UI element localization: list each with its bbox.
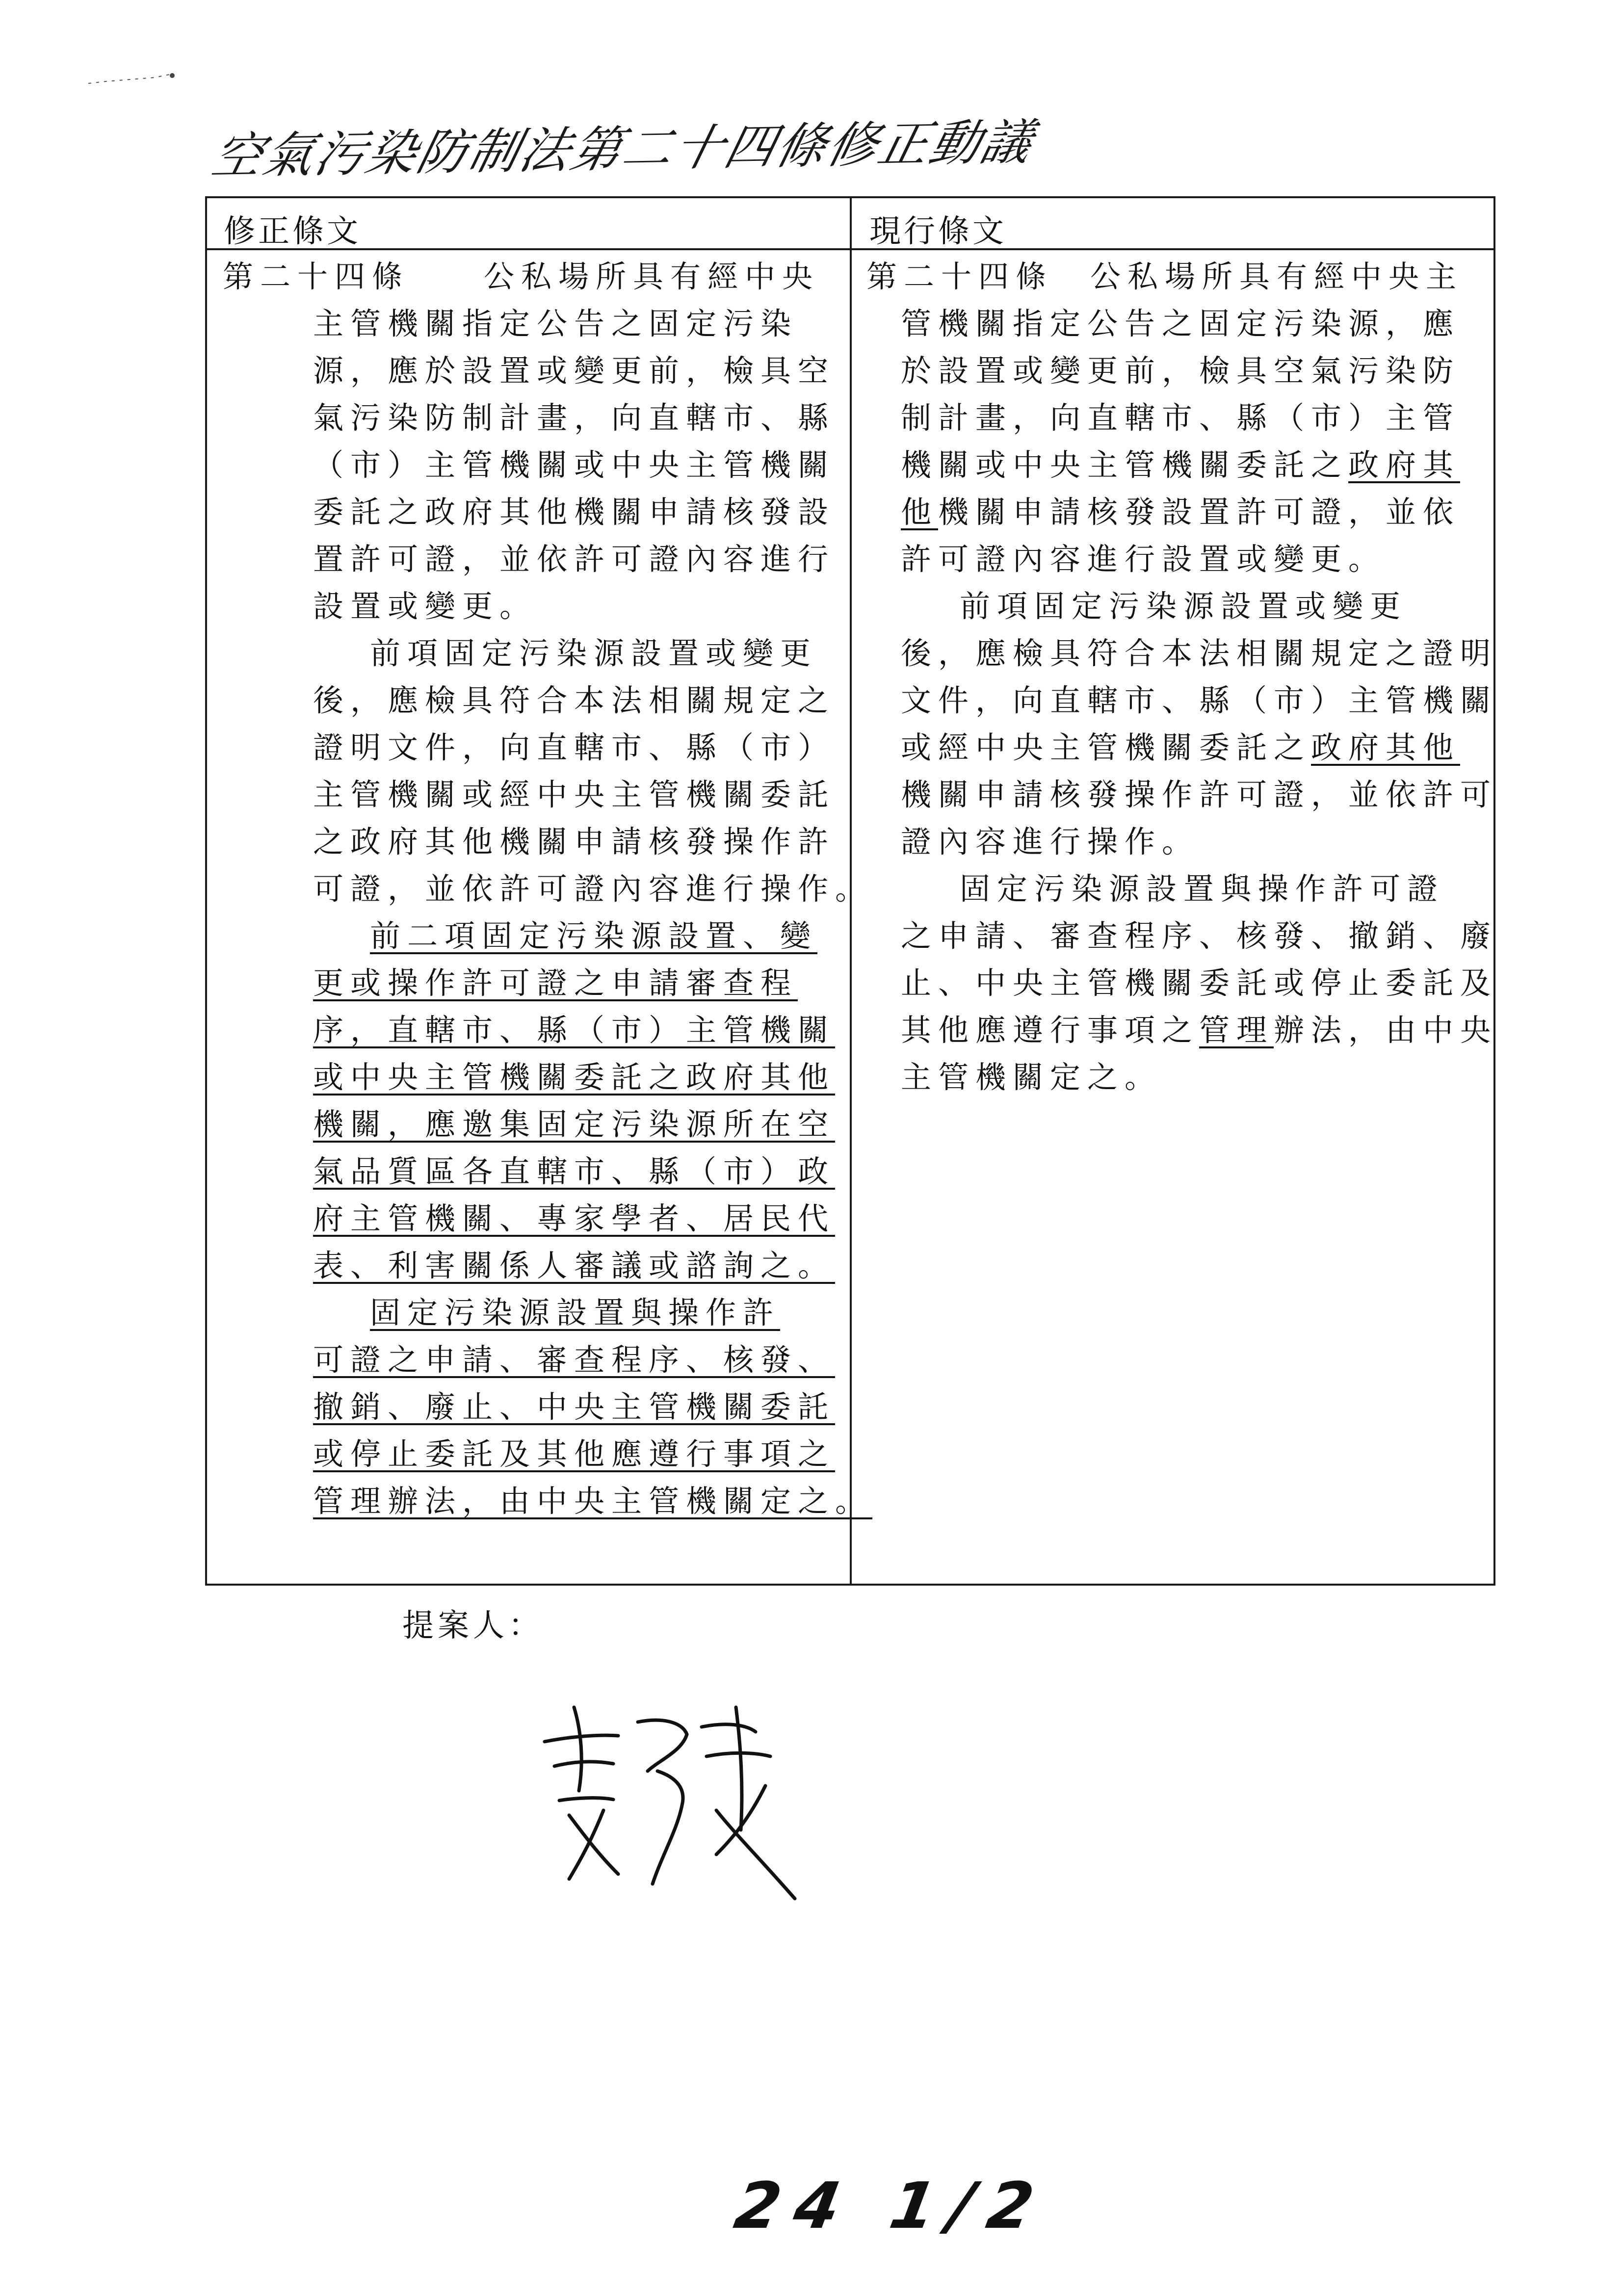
text-segment: 機關申請核發設置許可證，並依: [938, 494, 1461, 530]
underlined-text-line: 可證之申請、審查程序、核發、: [313, 1342, 836, 1378]
handwritten-signature: [540, 1688, 814, 1904]
underlined-text-line: 固定污染源設置與操作許: [370, 1295, 781, 1331]
page-number: 24 1/2: [729, 2168, 1054, 2243]
text-line: [866, 724, 1490, 771]
current-text-column: [866, 253, 1498, 1101]
underlined-segment: 他: [901, 494, 939, 530]
text-line: （市）主管機關或中央主管機關: [313, 447, 836, 483]
text-line: 主管機關或經中央主管機關委託: [313, 777, 836, 812]
text-line: 前項固定污染源設置或變更: [960, 588, 1408, 624]
text-line: [866, 489, 1490, 536]
text-segment: 或經中央主管機關委託之: [901, 730, 1311, 765]
underlined-text-line: 管理辦法，由中央主管機關定之。: [313, 1483, 873, 1519]
underlined-text-line: 機關，應邀集固定污染源所在空: [313, 1106, 836, 1142]
text-line: 固定污染源設置與操作許可證: [960, 871, 1445, 907]
text-line: 制計畫，向直轄市、縣（市）主管: [901, 400, 1461, 436]
text-line: 止、中央主管機關委託或停止委託及: [901, 965, 1498, 1001]
text-line: 後，應檢具符合本法相關規定之證明: [901, 635, 1498, 671]
underlined-text-line: 氣品質區各直轄市、縣（市）政: [313, 1153, 836, 1189]
text-line: 之政府其他機關申請核發操作許: [313, 824, 836, 860]
underlined-text-line: 撤銷、廢止、中央主管機關委託: [313, 1389, 836, 1425]
underlined-text-line: 或中央主管機關委託之政府其他: [313, 1059, 836, 1095]
text-line: 於設置或變更前，檢具空氣污染防: [901, 353, 1461, 389]
header-current: 現行條文: [869, 213, 1007, 250]
text-line: 前項固定污染源設置或變更: [370, 635, 818, 671]
text-line: 證明文件，向直轄市、縣（市）: [313, 730, 836, 765]
text-line: 後，應檢具符合本法相關規定之: [313, 682, 836, 718]
underlined-text-line: 府主管機關、專家學者、居民代: [313, 1200, 836, 1236]
underlined-text-line: 表、利害關係人審議或諮詢之。: [313, 1248, 836, 1283]
text-line: 第二十四條 公私場所具有經中央: [223, 259, 820, 294]
text-segment: 辦法，由中央: [1274, 1012, 1498, 1048]
underlined-segment: 管理: [1199, 1012, 1274, 1048]
text-line: 設置或變更。: [313, 588, 537, 624]
text-line: 可證，並依許可證內容進行操作。: [313, 871, 873, 907]
text-line: 委託之政府其他機關申請核發設: [313, 494, 836, 530]
underlined-segment: 政府其: [1348, 447, 1461, 483]
underlined-text-line: 更或操作許可證之申請審查程: [313, 965, 798, 1001]
underlined-segment: 政府其他: [1311, 730, 1461, 765]
text-line: 文件，向直轄市、縣（市）主管機關: [901, 682, 1498, 718]
scan-speck: [86, 69, 179, 88]
underlined-text-line: 或停止委託及其他應遵行事項之: [313, 1436, 836, 1472]
header-amended: 修正條文: [224, 213, 361, 250]
text-line: 主管機關指定公告之固定污染: [313, 306, 798, 341]
amendment-table: [205, 196, 1498, 1586]
underlined-text-line: 序，直轄市、縣（市）主管機關: [313, 1012, 836, 1048]
text-line: 第二十四條 公私場所具有經中央主: [866, 259, 1464, 294]
text-line: [866, 442, 1490, 489]
underlined-text-line: 前二項固定污染源設置、變: [370, 918, 818, 954]
text-line: 之申請、審查程序、核發、撤銷、廢: [901, 918, 1498, 954]
text-line: 氣污染防制計畫，向直轄市、縣: [313, 400, 836, 436]
text-line: [866, 1007, 1498, 1054]
text-line: 機關申請核發操作許可證，並依許可: [901, 777, 1498, 812]
text-line: 置許可證，並依許可證內容進行: [313, 541, 836, 577]
handwritten-title: 空氣污染防制法第二十四條修正動議: [207, 113, 1040, 185]
text-segment: 其他應遵行事項之: [901, 1012, 1200, 1048]
text-line: 許可證內容進行設置或變更。: [901, 541, 1386, 577]
text-line: 證內容進行操作。: [901, 824, 1200, 860]
header-rule: [207, 248, 1493, 250]
text-line: 管機關指定公告之固定污染源，應: [901, 306, 1461, 341]
amended-text-column: [223, 253, 873, 1525]
text-segment: 機關或中央主管機關委託之: [901, 447, 1349, 483]
proposer-label: 提案人：: [402, 1608, 544, 1644]
text-line: 源，應於設置或變更前，檢具空: [313, 353, 836, 389]
text-line: 主管機關定之。: [901, 1059, 1162, 1095]
